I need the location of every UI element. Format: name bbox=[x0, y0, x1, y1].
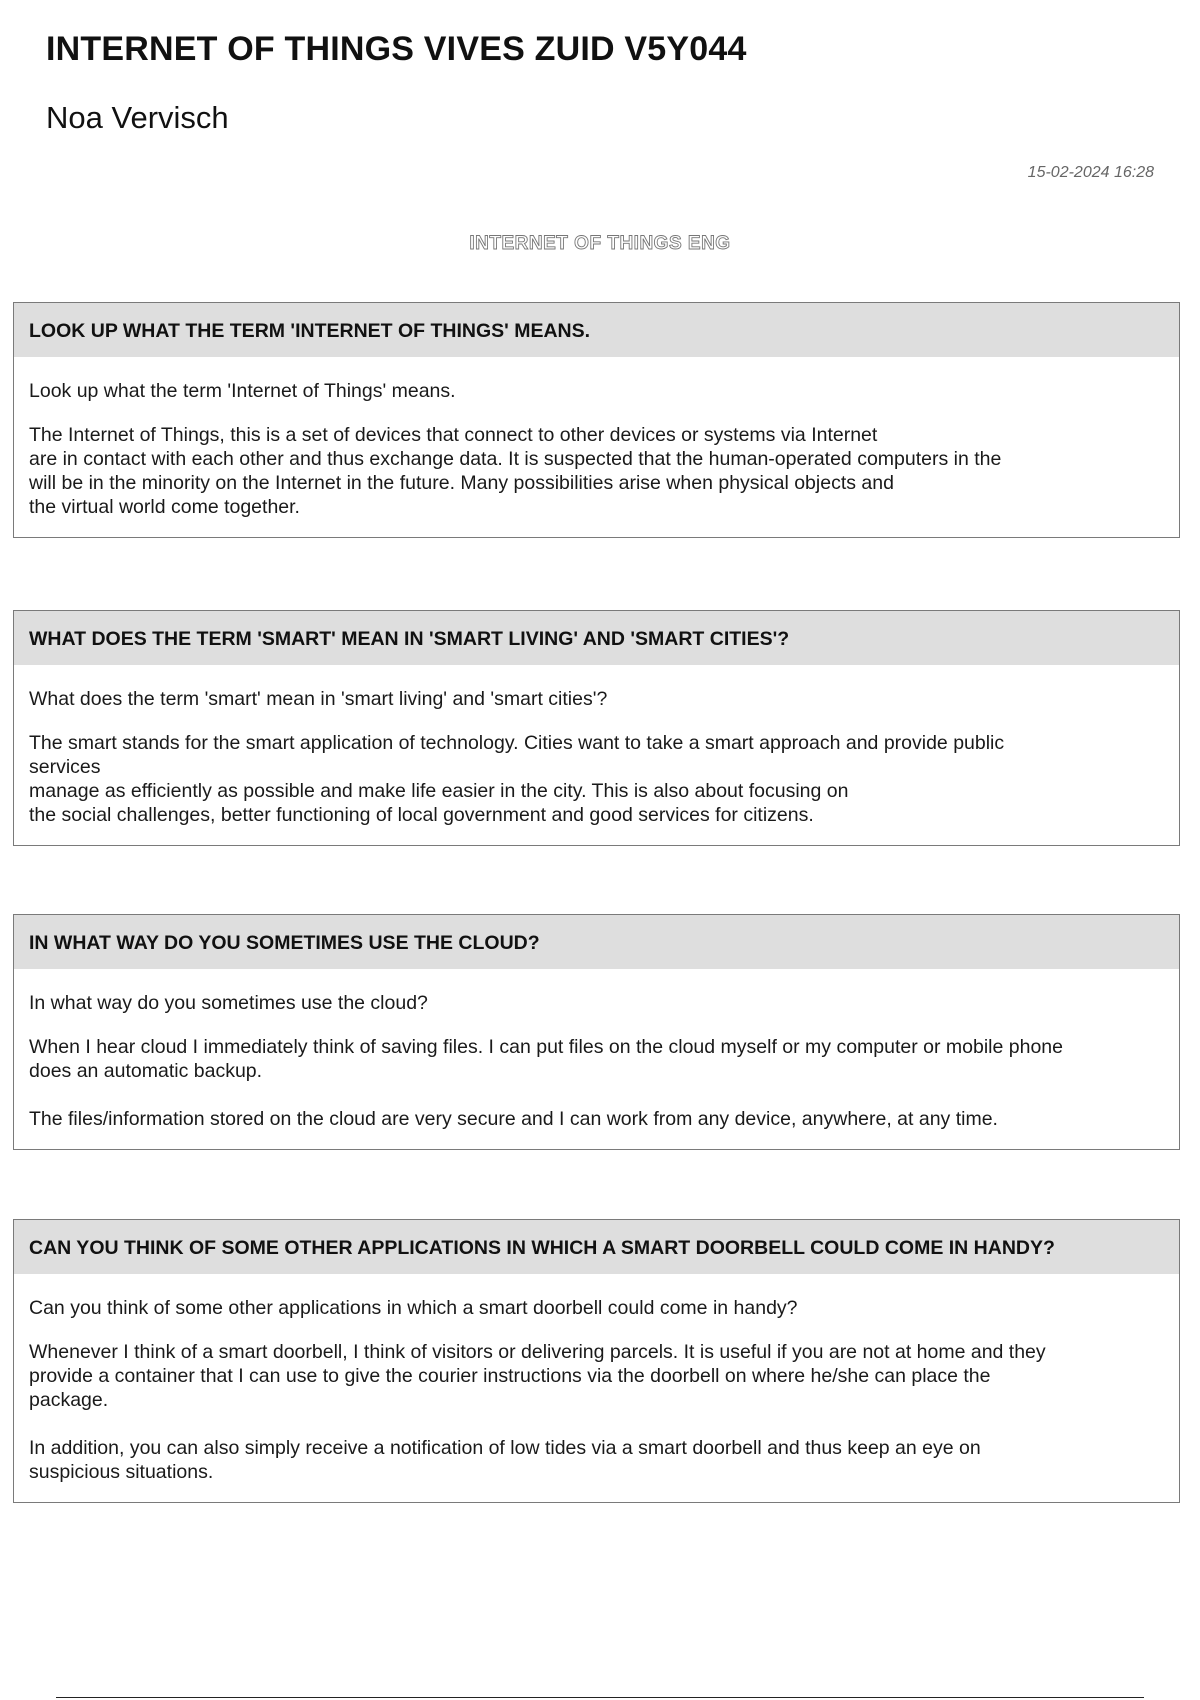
section-heading: WHAT DOES THE TERM 'SMART' MEAN IN 'SMART LIVING' AND 'SMART CITIES'? bbox=[14, 611, 1179, 665]
section-body bbox=[14, 969, 1179, 1149]
qa-section bbox=[13, 610, 1180, 846]
question-text: Can you think of some other applications in which a smart doorbell could come in handy? bbox=[29, 1297, 798, 1319]
qa-section bbox=[13, 914, 1180, 1150]
section-heading: CAN YOU THINK OF SOME OTHER APPLICATIONS IN WHICH A SMART DOORBELL COULD COME IN HANDY? bbox=[14, 1220, 1179, 1274]
author-name: Noa Vervisch bbox=[46, 100, 229, 135]
timestamp: 15-02-2024 16:28 bbox=[1027, 164, 1154, 181]
question-text: What does the term 'smart' mean in 'smart living' and 'smart cities'? bbox=[29, 688, 608, 710]
section-body bbox=[14, 1274, 1179, 1502]
answer-paragraph: The smart stands for the smart application of technology. Cities want to take a smart approach and provide public services manage as efficiently as possible and make life easier in the city. This is also about focusing on the social challenges, better functioning of local government and good services for citizens. bbox=[29, 732, 1005, 826]
document-title: INTERNET OF THINGS VIVES ZUID V5Y044 bbox=[46, 30, 747, 68]
section-body bbox=[14, 357, 1179, 537]
answer-paragraph: The Internet of Things, this is a set of devices that connect to other devices or systems via Internet are in contact with each other and thus exchange data. It is suspected that the human-operated computers in the will be in the minority on the Internet in the future. Many possibilities arise when physical objects and the virtual world come together. bbox=[29, 424, 1002, 518]
section-body bbox=[14, 665, 1179, 845]
section-heading: IN WHAT WAY DO YOU SOMETIMES USE THE CLOUD? bbox=[14, 915, 1179, 969]
answer-paragraph: Whenever I think of a smart doorbell, I think of visitors or delivering parcels. It is useful if you are not at home and they provide a container that I can use to give the courier instructions via the doorbell on where he/she can place the package. bbox=[29, 1341, 1046, 1411]
qa-section bbox=[13, 1219, 1180, 1503]
answer-paragraph: When I hear cloud I immediately think of saving files. I can put files on the cloud myself or my computer or mobile phone does an automatic backup. bbox=[29, 1036, 1063, 1082]
footer-divider bbox=[56, 1697, 1144, 1698]
answer-paragraph: In addition, you can also simply receive a notification of low tides via a smart doorbell and thus keep an eye on suspicious situations. bbox=[29, 1437, 981, 1483]
qa-section bbox=[13, 302, 1180, 538]
question-text: In what way do you sometimes use the cloud? bbox=[29, 992, 428, 1014]
answer-paragraph: The files/information stored on the cloud are very secure and I can work from any device, anywhere, at any time. bbox=[29, 1108, 998, 1130]
document-subtitle: INTERNET OF THINGS ENG bbox=[469, 233, 731, 254]
question-text: Look up what the term 'Internet of Things' means. bbox=[29, 380, 456, 402]
section-heading: LOOK UP WHAT THE TERM 'INTERNET OF THINGS' MEANS. bbox=[14, 303, 1179, 357]
